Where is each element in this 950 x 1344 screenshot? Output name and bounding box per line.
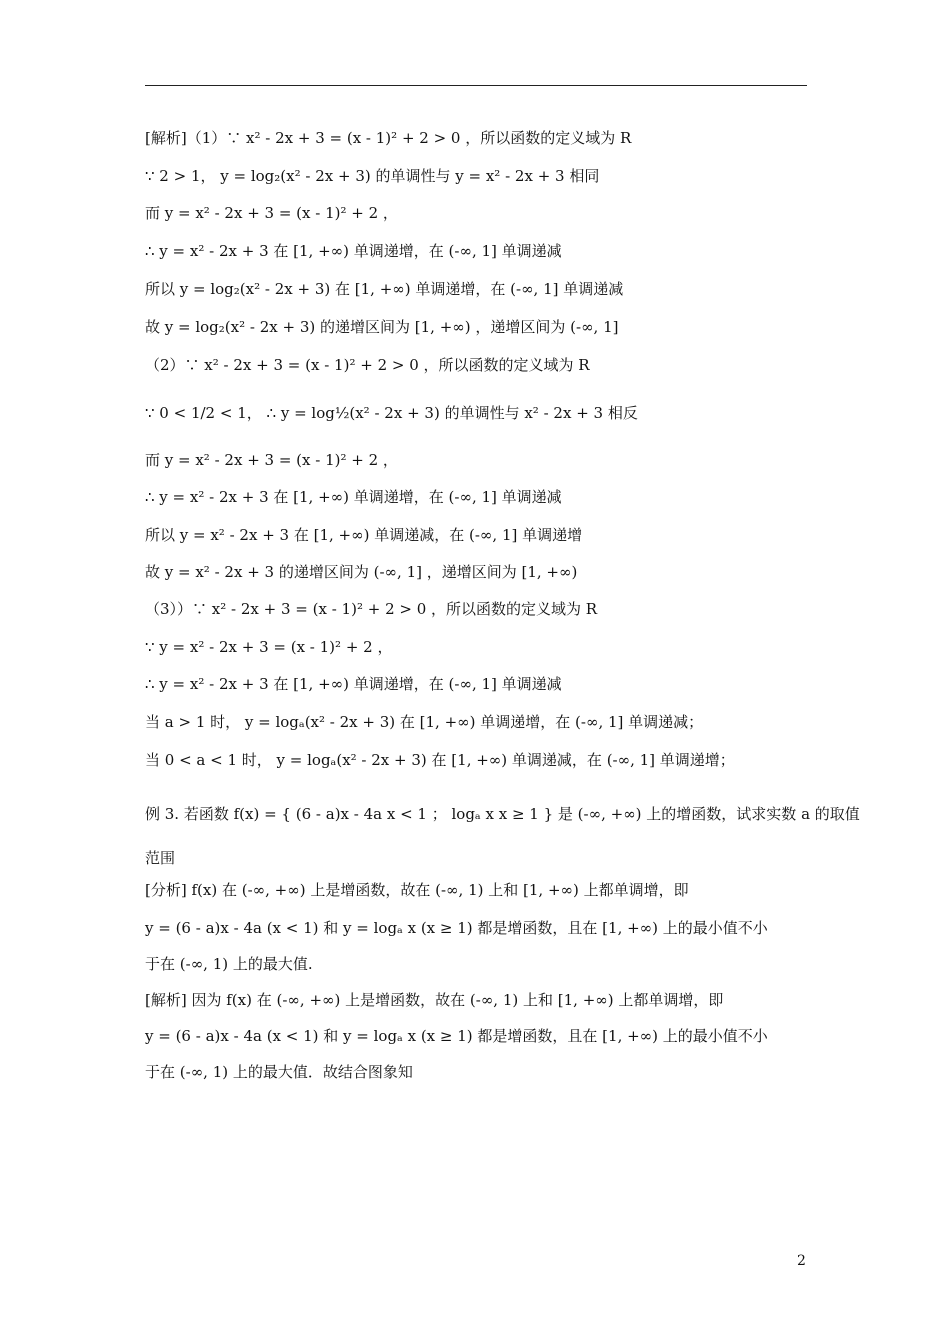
text-line: y = (6 - a)x - 4a (x < 1) 和 y = logₐ x (x ≥ 1) 都是增函数，且在 [1, +∞) 上的最小值不小 (145, 919, 768, 937)
text-line: ∵ 2 > 1， y = log₂(x² - 2x + 3) 的单调性与 y = x² - 2x + 3 相同 (145, 167, 600, 185)
text-line: 例 3. 若函数 f(x) = { (6 - a)x - 4a x < 1 ； logₐ x x ≥ 1 } 是 (-∞, +∞) 上的增函数，试求实数 a 的取值 (145, 805, 860, 823)
text-line: ∵ 0 < 1/2 < 1， ∴ y = log½(x² - 2x + 3) 的单调性与 x² - 2x + 3 相反 (145, 404, 638, 422)
text-line: （2）∵ x² - 2x + 3 = (x - 1)² + 2 > 0 ，所以函数的定义域为 R (145, 356, 590, 374)
text-line: 范围 (145, 849, 176, 867)
text-line: ∴ y = x² - 2x + 3 在 [1, +∞) 单调递增，在 (-∞, 1] 单调递减 (145, 675, 562, 693)
text-line: 当 0 < a < 1 时， y = logₐ(x² - 2x + 3) 在 [1, +∞) 单调递减，在 (-∞, 1] 单调递增； (145, 751, 735, 769)
text-line: ∴ y = x² - 2x + 3 在 [1, +∞) 单调递增，在 (-∞, 1] 单调递减 (145, 488, 562, 506)
text-line: （3））∵ x² - 2x + 3 = (x - 1)² + 2 > 0 ，所以函数的定义域为 R (145, 600, 598, 618)
text-line: 故 y = x² - 2x + 3 的递增区间为 (-∞, 1] ，递增区间为 [1, +∞) (145, 563, 578, 581)
text-line: ∵ y = x² - 2x + 3 = (x - 1)² + 2 ， (145, 638, 393, 656)
text-line: 于在 (-∞, 1) 上的最大值. (145, 955, 313, 973)
text-line: 所以 y = log₂(x² - 2x + 3) 在 [1, +∞) 单调递增，在 (-∞, 1] 单调递减 (145, 280, 624, 298)
text-line: y = (6 - a)x - 4a (x < 1) 和 y = logₐ x (x ≥ 1) 都是增函数，且在 [1, +∞) 上的最小值不小 (145, 1027, 768, 1045)
page-number: 2 (797, 1253, 806, 1269)
text-line: 而 y = x² - 2x + 3 = (x - 1)² + 2 ， (145, 204, 398, 222)
text-line: 于在 (-∞, 1) 上的最大值．故结合图象知 (145, 1063, 413, 1081)
header-rule (145, 85, 807, 86)
text-line: 所以 y = x² - 2x + 3 在 [1, +∞) 单调递减，在 (-∞, 1] 单调递增 (145, 526, 583, 544)
text-line: [解析] 因为 f(x) 在 (-∞, +∞) 上是增函数，故在 (-∞, 1) 上和 [1, +∞) 上都单调增，即 (145, 991, 724, 1009)
text-line: 故 y = log₂(x² - 2x + 3) 的递增区间为 [1, +∞) ，递增区间为 (-∞, 1] (145, 318, 619, 336)
text-line: 当 a > 1 时， y = logₐ(x² - 2x + 3) 在 [1, +∞) 单调递增，在 (-∞, 1] 单调递减； (145, 713, 704, 731)
text-line: [解析]（1）∵ x² - 2x + 3 = (x - 1)² + 2 > 0 ，所以函数的定义域为 R (145, 129, 632, 147)
text-line: ∴ y = x² - 2x + 3 在 [1, +∞) 单调递增，在 (-∞, 1] 单调递减 (145, 242, 562, 260)
text-line: [分析] f(x) 在 (-∞, +∞) 上是增函数，故在 (-∞, 1) 上和 [1, +∞) 上都单调增，即 (145, 881, 689, 899)
text-line: 而 y = x² - 2x + 3 = (x - 1)² + 2 ， (145, 451, 398, 469)
